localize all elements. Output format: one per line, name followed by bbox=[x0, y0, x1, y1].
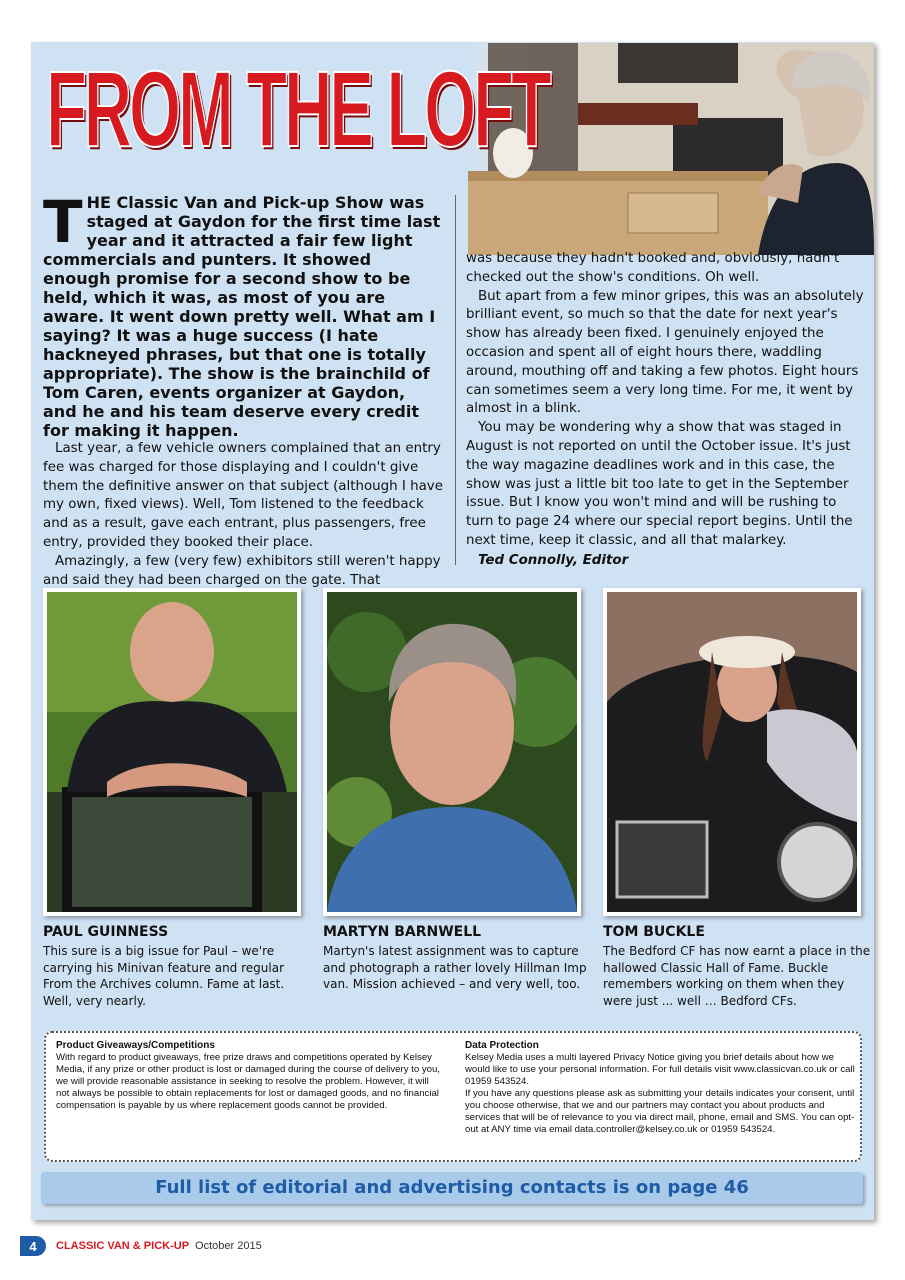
editorial-right-column bbox=[466, 250, 868, 570]
editor-signature: Ted Connolly, Editor bbox=[478, 552, 629, 568]
contributor-caption bbox=[43, 924, 313, 1009]
data-protection-text: If you have any questions please ask as submitting your details indicates your consent, until you choose otherwise, that we and our partners may contact you about products and services that will be of relevance to you via direct mail, phone, email and SMS. You can opt-out at ANY time via email data.controller@kelsey.co.uk or 01959 543524. bbox=[465, 1088, 855, 1135]
magazine-name: CLASSIC VAN & PICK-UP bbox=[56, 1240, 190, 1252]
martyn-portrait-illustration bbox=[327, 592, 577, 912]
page-number: 4 bbox=[20, 1236, 46, 1256]
data-protection-notice bbox=[465, 1040, 857, 1136]
editorial-paragraph: Last year, a few vehicle owners complained that an entry fee was charged for those displaying and I couldn't give them the definitive answer on that subject (although I have my own, fixed views). Well, Tom listened to the feedback and as a result, gave each entrant, plus passengers, free entry, provided they booked their place. bbox=[43, 441, 443, 550]
contributor-photo-tom bbox=[603, 588, 861, 916]
editorial-paragraph: was because they hadn't booked and, obviously, hadn't checked out the show's conditions. Oh well. bbox=[466, 251, 840, 285]
editorial-paragraph: You may be wondering why a show that was staged in August is not reported on until the October issue. It's just the way magazine deadlines work and in this case, the show was just a little bit too late to get in the September issue. But I know you won't mind and will be rushing to turn to page 24 where our special report begins. Until the next time, keep it classic, and all that malarkey. bbox=[466, 420, 853, 548]
contributor-caption bbox=[323, 924, 593, 993]
contributor-caption bbox=[603, 924, 873, 1009]
contributor-photo-paul bbox=[43, 588, 301, 916]
tom-portrait-illustration bbox=[607, 592, 857, 912]
editorial-paragraph: But apart from a few minor gripes, this was an absolutely brilliant event, so much so that the date for next year's show has already been fixed. I genuinely enjoyed the occasion and spent all of eight hours there, waddling around, mouthing off and taking a few photos. Eight hours can sometimes seem a very long time. For me, it went by almost in a blink. bbox=[466, 288, 864, 417]
issue-date: October 2015 bbox=[195, 1240, 262, 1252]
giveaways-text: With regard to product giveaways, free prize draws and competitions operated by Kelsey Media, if any prize or other product is lost or damaged during the course of delivery to you, we will provide reasonable assistance in seeking to resolve the problem. However, it will not always be possible to obtain replacements for lost or damaged goods, and no financial compensation is payable by us where replacement goods cannot be provided. bbox=[56, 1052, 440, 1111]
contributor-bio: The Bedford CF has now earnt a place in the hallowed Classic Hall of Fame. Buckle remembers working on them when they were just ... well … Bedford CFs. bbox=[603, 944, 871, 1008]
editorial-paragraph: Amazingly, a few (very few) exhibitors still weren't happy and said they had been charged on the gate. That bbox=[43, 553, 441, 588]
giveaways-title: Product Giveaways/Competitions bbox=[56, 1040, 215, 1051]
data-protection-title: Data Protection bbox=[465, 1040, 539, 1051]
contributor-photo-martyn bbox=[323, 588, 581, 916]
contributor-bio: Martyn's latest assignment was to capture and photograph a rather lovely Hillman Imp van. Mission achieved – and very well, too. bbox=[323, 944, 587, 991]
paul-portrait-illustration bbox=[47, 592, 297, 912]
contributor-bio: This sure is a big issue for Paul – we're carrying his Minivan feature and regular From the Archives column. Fame at last. Well, very nearly. bbox=[43, 944, 285, 1008]
column-divider bbox=[455, 195, 456, 565]
contributor-name: PAUL GUINNESS bbox=[43, 924, 169, 940]
editorial-left-column bbox=[43, 188, 443, 590]
drop-cap: T bbox=[43, 188, 83, 256]
data-protection-text: Kelsey Media uses a multi layered Privacy Notice giving you brief details about how we would like to use your personal information. For full details visit www.classicvan.co.uk or call 01959 543524. bbox=[465, 1052, 855, 1087]
contributor-name: MARTYN BARNWELL bbox=[323, 924, 482, 940]
page-footer bbox=[20, 1236, 262, 1256]
legal-notices-box bbox=[44, 1031, 862, 1162]
contacts-banner: Full list of editorial and advertising contacts is on page 46 bbox=[41, 1172, 863, 1204]
editorial-lead: HE Classic Van and Pick-up Show was staged at Gaydon for the first time last year and it attracted a fair few light commercials and punters. It showed enough promise for a second show to be held, which it was, as most of you are aware. It went down pretty well. What am I saying? It was a huge success (I hate hackneyed phrases, but that one is totally appropriate). The show is the brainchild of Tom Caren, events organizer at Gaydon, and he and his team deserve every credit for making it happen. bbox=[43, 193, 441, 440]
page-title: FROM THE LOFT bbox=[46, 48, 549, 169]
contributor-name: TOM BUCKLE bbox=[603, 924, 705, 940]
giveaways-notice bbox=[56, 1040, 441, 1112]
